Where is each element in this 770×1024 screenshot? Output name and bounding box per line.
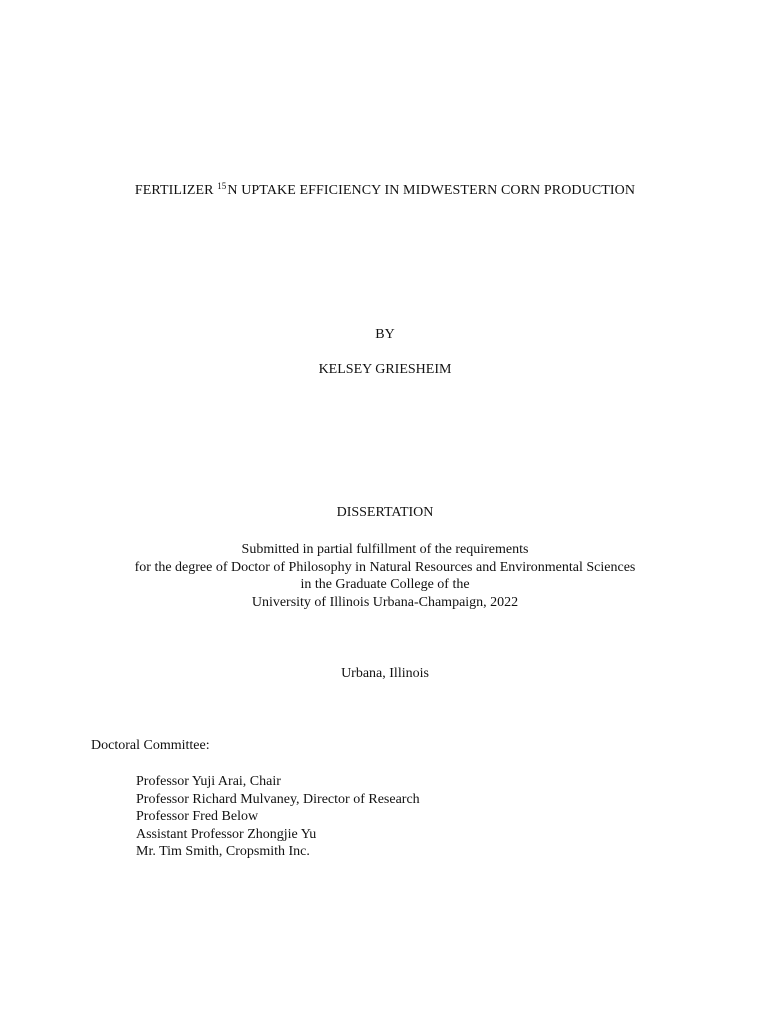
submission-line: in the Graduate College of the [300, 577, 470, 593]
submission-line: Submitted in partial fulfillment of the requirements [241, 542, 529, 557]
committee-member: Professor Richard Mulvaney, Director of Research [136, 791, 420, 807]
title-prefix: FERTILIZER [134, 183, 218, 198]
committee-label: Doctoral Committee: [91, 738, 210, 753]
submission-line: for the degree of Doctor of Philosophy in Natural Resources and Environmental Sciences [134, 559, 636, 575]
author-name: KELSEY GRIESHEIM [318, 362, 452, 377]
committee-list [136, 773, 420, 861]
committee-member: Mr. Tim Smith, Cropsmith Inc. [136, 844, 310, 860]
submission-statement [0, 541, 770, 611]
document-type: DISSERTATION [336, 505, 434, 520]
dissertation-title [0, 183, 770, 199]
submission-line: University of Illinois Urbana-Champaign, 2022 [251, 594, 519, 610]
committee-member: Assistant Professor Zhongjie Yu [136, 826, 317, 842]
place: Urbana, Illinois [341, 666, 429, 681]
committee-member: Professor Yuji Arai, Chair [136, 774, 281, 789]
title-suffix: N UPTAKE EFFICIENCY IN MIDWESTERN CORN PRODUCTION [227, 183, 636, 198]
by-label: BY [375, 327, 395, 342]
committee-member: Professor Fred Below [136, 809, 259, 825]
isotope-superscript: 15 [217, 181, 227, 191]
